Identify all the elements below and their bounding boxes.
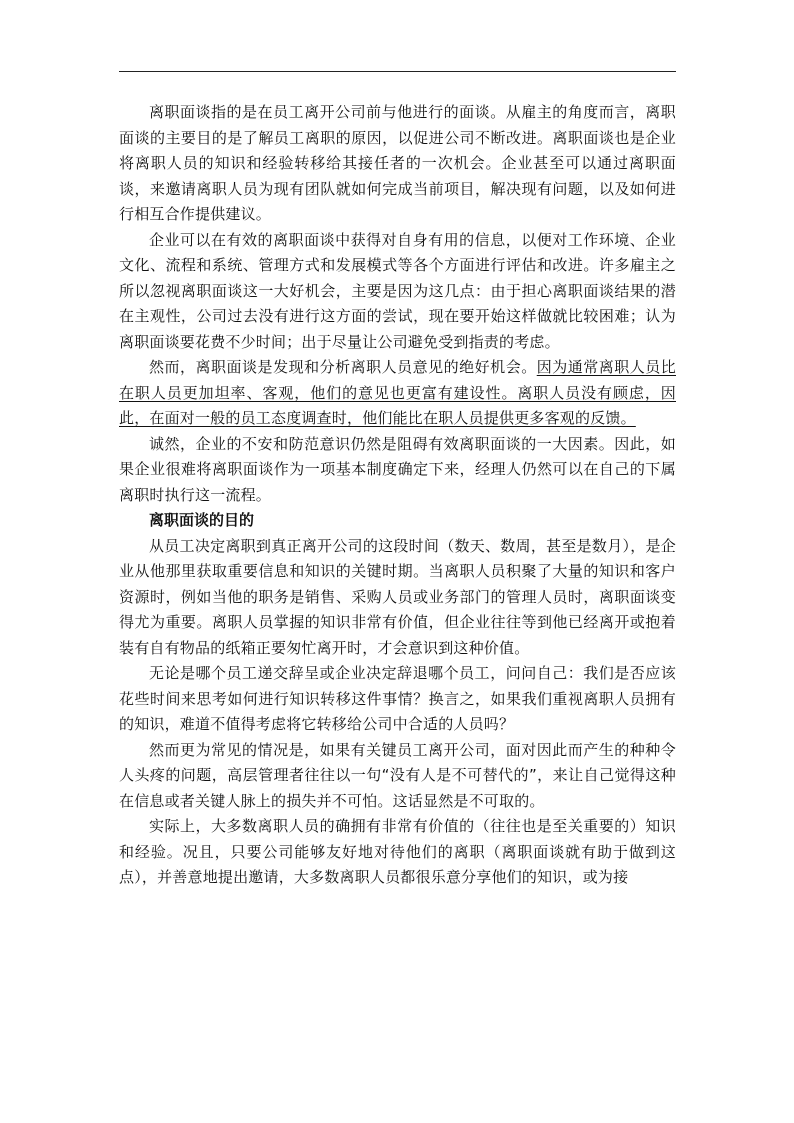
paragraph: 实际上，大多数离职人员的确拥有非常有价值的（往往也是至关重要的）知识和经验。况且，只要公司能够友好地对待他们的离职（离职面谈就有助于做到这点），并善意地提出邀请，大多数离职人员都很乐意分享他们的知识，或为接 xyxy=(119,817,676,886)
paragraph: 从员工决定离职到真正离开公司的这段时间（数天、数周，甚至是数月），是企业从他那里获取重要信息和知识的关键时期。当离职人员积聚了大量的知识和客户资源时，例如当他的职务是销售、采购人员或业务部门的管理人员时，离职面谈变得尤为重要。离职人员掌握的知识非常有价值，但企业往往等到他已经离开或抱着装有自有物品的纸箱正要匆忙离开时，才会意识到这种价值。 xyxy=(119,536,676,657)
paragraph: 企业可以在有效的离职面谈中获得对自身有用的信息，以便对工作环境、企业文化、流程和系统、管理方式和发展模式等各个方面进行评估和改进。许多雇主之所以忽视离职面谈这一大好机会，主要是因为这几点：由于担心离职面谈结果的潜在主观性，公司过去没有进行这方面的尝试，现在要开始这样做就比较困难；认为离职面谈要花费不少时间；出于尽量让公司避免受到指责的考虑。 xyxy=(119,230,676,351)
paragraph xyxy=(119,355,676,432)
paragraph: 无论是哪个员工递交辞呈或企业决定辞退哪个员工，问问自己：我们是否应该花些时间来思考如何进行知识转移这件事情？换言之，如果我们重视离职人员拥有的知识，难道不值得考虑将它转移给公司中合适的人员吗？ xyxy=(119,664,676,733)
underlined-text: 因为通常离职人员比在职人员更加坦率、客观，他们的意见也更富有建设性。离职人员没有顾虑，因此，在面对一般的员工态度调查时，他们能比在职人员提供更多客观的反馈。 xyxy=(119,358,676,427)
paragraph: 离职面谈指的是在员工离开公司前与他进行的面谈。从雇主的角度而言，离职面谈的主要目的是了解员工离职的原因，以促进公司不断改进。离职面谈也是企业将离职人员的知识和经验转移给其接任者的一次机会。企业甚至可以通过离职面谈，来邀请离职人员为现有团队就如何完成当前项目，解决现有问题，以及如何进行相互合作提供建议。 xyxy=(119,103,676,223)
paragraph: 然而更为常见的情况是，如果有关键员工离开公司，面对因此而产生的种种令人头疼的问题，高层管理者往往以一句“没有人是不可替代的”，来让自己觉得这种在信息或者关键人脉上的损失并不可怕。这话显然是不可取的。 xyxy=(119,740,676,810)
section-heading: 离职面谈的目的 xyxy=(149,511,255,529)
paragraph-lead: 然而，离职面谈是发现和分析离职人员意见的绝好机会。 xyxy=(149,358,537,376)
document-body xyxy=(119,100,676,891)
header-rule xyxy=(119,71,676,72)
paragraph: 诚然，企业的不安和防范意识仍然是阻碍有效离职面谈的一大因素。因此，如果企业很难将离职面谈作为一项基本制度确定下来，经理人仍然可以在自己的下属离职时执行这一流程。 xyxy=(119,434,676,504)
